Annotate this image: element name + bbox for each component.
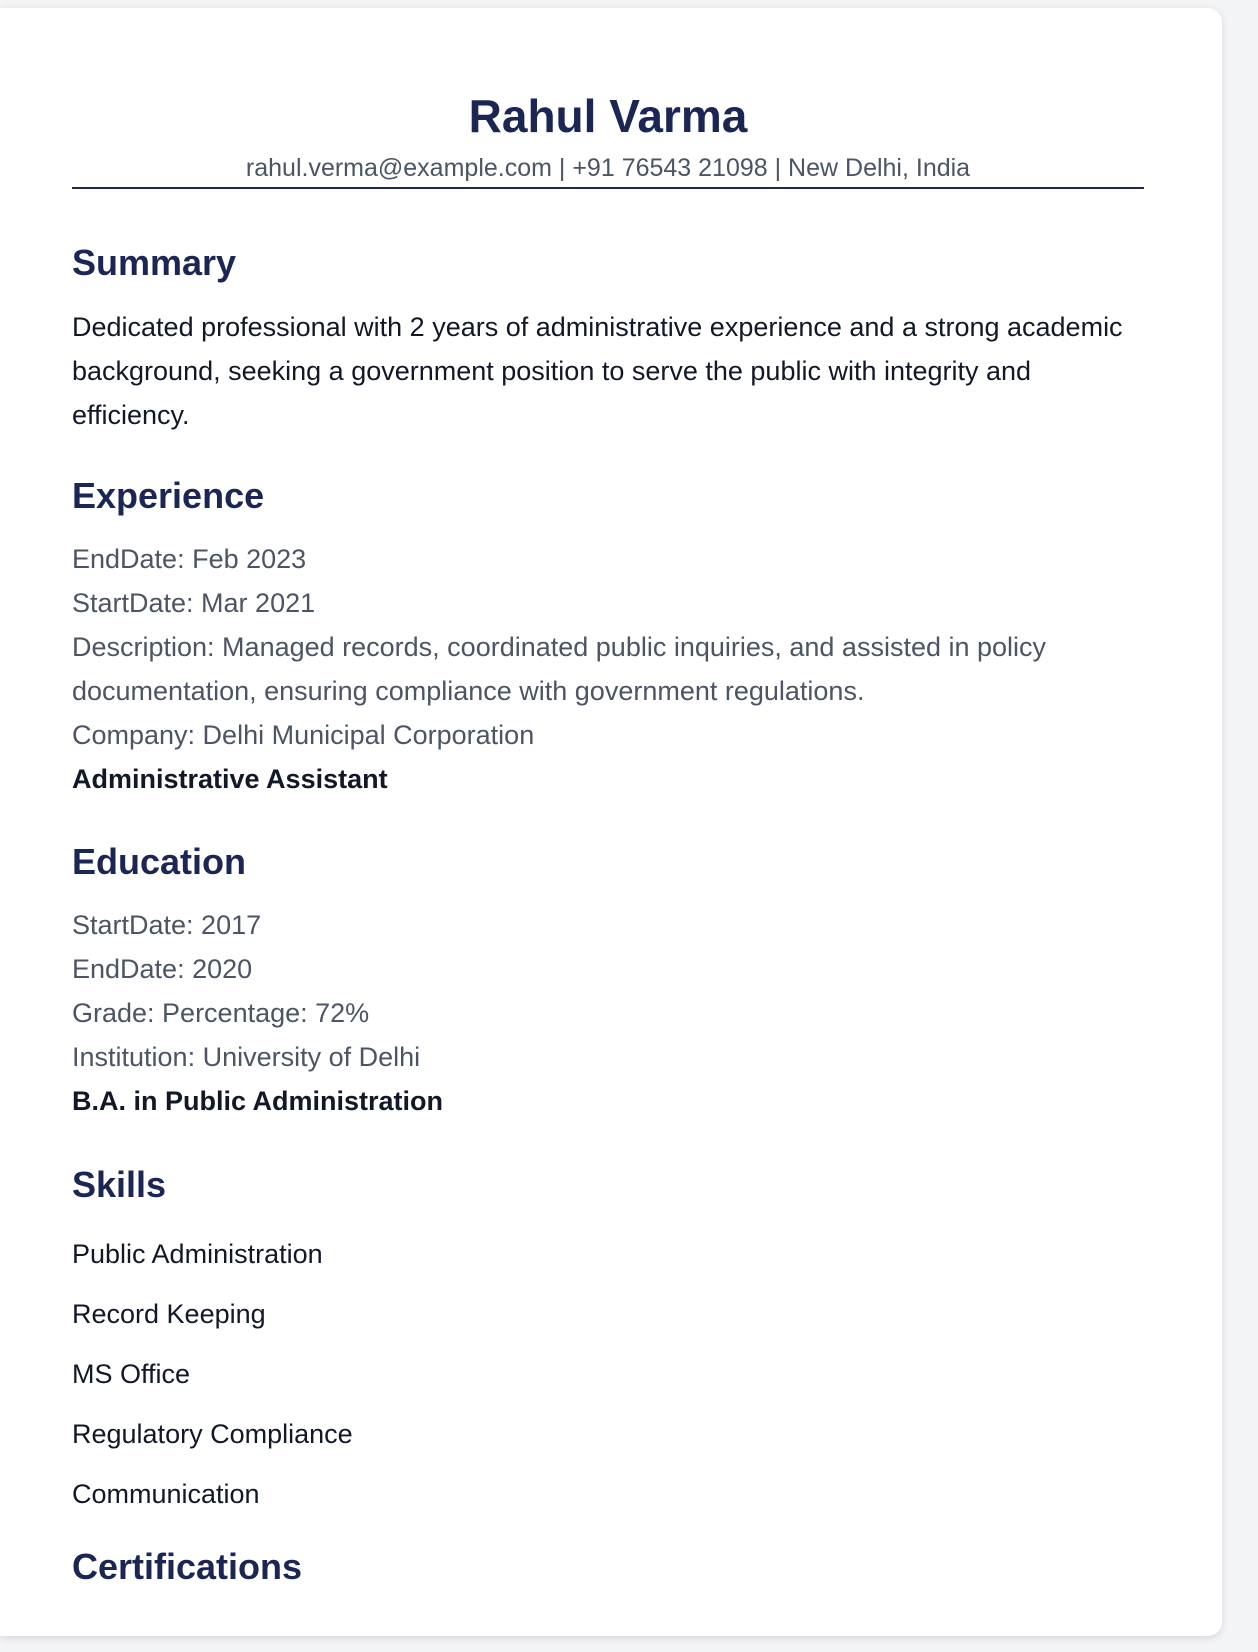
skill-item: MS Office: [72, 1358, 191, 1389]
education-institution: Institution: University of Delhi: [72, 1041, 421, 1072]
experience-end-date: EndDate: Feb 2023: [72, 543, 307, 574]
education-heading: Education: [72, 840, 247, 882]
summary-text: Dedicated professional with 2 years of administrative experience and a strong academic background, seeking a government position to serve the public with integrity and efficiency.: [72, 311, 1123, 430]
summary-heading: Summary: [72, 241, 237, 283]
skill-item: Communication: [72, 1478, 260, 1509]
education-end-date: EndDate: 2020: [72, 953, 253, 984]
experience-role: Administrative Assistant: [72, 763, 388, 794]
candidate-name: Rahul Varma: [468, 90, 748, 142]
experience-start-date: StartDate: Mar 2021: [72, 587, 316, 618]
resume-content: [72, 8, 1144, 1585]
certifications-heading: Certifications: [72, 1545, 303, 1587]
skill-item: Regulatory Compliance: [72, 1418, 353, 1449]
skill-item: Record Keeping: [72, 1298, 266, 1329]
experience-company: Company: Delhi Municipal Corporation: [72, 719, 535, 750]
contact-line: rahul.verma@example.com | +91 76543 21098 | New Delhi, India: [245, 154, 971, 182]
experience-entry: [72, 537, 1144, 801]
resume-page: [0, 8, 1222, 1636]
experience-heading: Experience: [72, 474, 265, 516]
education-start-date: StartDate: 2017: [72, 909, 262, 940]
skills-list: [72, 1224, 1144, 1524]
education-entry: [72, 903, 1144, 1123]
skills-heading: Skills: [72, 1163, 167, 1205]
experience-description: Description: Managed records, coordinated public inquiries, and assisted in policy documentation, ensuring compliance with government regulations.: [72, 631, 1047, 706]
skill-item: Public Administration: [72, 1238, 323, 1269]
education-grade: Grade: Percentage: 72%: [72, 997, 370, 1028]
resume-header: [72, 8, 1144, 189]
education-degree: B.A. in Public Administration: [72, 1085, 444, 1116]
